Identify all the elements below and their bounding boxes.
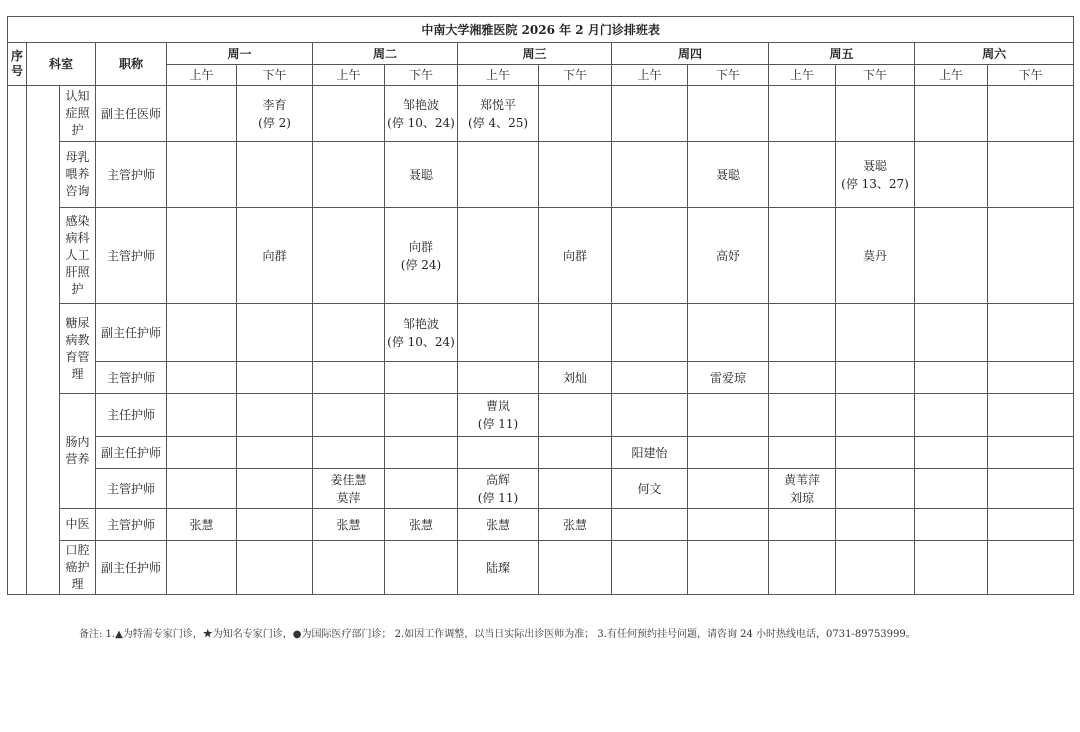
slot-cell — [688, 304, 769, 362]
slot-cell — [769, 142, 836, 208]
dept-cell: 中医 — [60, 509, 96, 541]
slot-cell — [836, 86, 915, 142]
slot-cell — [612, 86, 688, 142]
slot-cell — [915, 208, 988, 304]
rank-cell: 副主任护师 — [96, 437, 167, 469]
slot-cell — [385, 362, 458, 394]
clinician-note: (停 10、24) — [387, 115, 455, 130]
slot-cell — [385, 509, 458, 541]
clinician-name: 邹艳波 — [402, 97, 439, 112]
header-am: 上午 — [313, 65, 385, 86]
clinician-note: (停 10、24) — [387, 334, 455, 349]
slot-cell — [539, 509, 612, 541]
clinician-name: 陆璨 — [485, 560, 510, 575]
slot-cell — [167, 509, 237, 541]
header-seq-label: 序号 — [11, 48, 24, 78]
slot-cell — [237, 142, 313, 208]
header-pm: 下午 — [836, 65, 915, 86]
rank-cell: 副主任护师 — [96, 304, 167, 362]
slot-cell — [915, 304, 988, 362]
schedule-sheet — [7, 16, 1073, 640]
slot-cell — [915, 394, 988, 437]
rank-cell: 主管护师 — [96, 509, 167, 541]
header-seq — [8, 43, 27, 86]
clinician-name: 刘灿 — [562, 370, 587, 385]
header-am: 上午 — [612, 65, 688, 86]
slot-cell — [612, 304, 688, 362]
clinician-name: 曹岚 — [485, 399, 510, 413]
slot-cell — [385, 142, 458, 208]
clinician-name: 向群 — [562, 248, 587, 263]
page-title: 中南大学湘雅医院 2026 年 2 月门诊排班表 — [8, 17, 1074, 43]
slot-cell — [237, 394, 313, 437]
dept-cell: 母乳喂养咨询 — [60, 142, 96, 208]
header-ampm-row — [8, 65, 1074, 86]
table-row — [8, 509, 1074, 541]
header-day-tue: 周二 — [313, 43, 458, 65]
slot-cell — [769, 437, 836, 469]
slot-cell — [458, 541, 539, 595]
slot-cell — [385, 394, 458, 437]
slot-cell — [612, 509, 688, 541]
slot-cell — [458, 469, 539, 509]
dept-cell: 糖尿病教育管理 — [60, 304, 96, 394]
slot-cell — [769, 394, 836, 437]
table-row — [8, 541, 1074, 595]
header-day-thu: 周四 — [612, 43, 769, 65]
clinician-name: 张慧 — [336, 517, 361, 532]
slot-cell — [237, 541, 313, 595]
slot-cell — [539, 437, 612, 469]
slot-cell — [539, 394, 612, 437]
slot-cell — [769, 86, 836, 142]
slot-cell — [313, 142, 385, 208]
table-row — [8, 437, 1074, 469]
slot-cell — [237, 86, 313, 142]
slot-cell — [915, 362, 988, 394]
slot-cell — [915, 142, 988, 208]
header-pm: 下午 — [539, 65, 612, 86]
slot-cell — [167, 304, 237, 362]
clinician-name: 高辉 — [485, 472, 510, 487]
slot-cell — [988, 394, 1074, 437]
slot-cell — [458, 394, 539, 437]
slot-cell — [836, 208, 915, 304]
clinician-name: 向群 — [262, 248, 287, 263]
slot-cell — [769, 509, 836, 541]
dept-cell: 认知症照护 — [60, 86, 96, 142]
rank-cell: 副主任医师 — [96, 86, 167, 142]
slot-cell — [915, 509, 988, 541]
slot-cell — [988, 86, 1074, 142]
table-row — [8, 86, 1074, 142]
clinician-name: 聂聪 — [862, 158, 887, 173]
rank-cell: 主管护师 — [96, 469, 167, 509]
slot-cell — [385, 469, 458, 509]
clinician-name: 阳建怡 — [631, 445, 668, 460]
seq-cell — [8, 86, 27, 595]
slot-cell — [915, 86, 988, 142]
clinician-name: 雷爱琼 — [709, 370, 746, 385]
rank-cell: 副主任护师 — [96, 541, 167, 595]
slot-cell — [385, 304, 458, 362]
slot-cell — [688, 509, 769, 541]
slot-cell — [167, 362, 237, 394]
header-am: 上午 — [167, 65, 237, 86]
clinician-note: (停 13、27) — [841, 176, 909, 191]
table-row — [8, 469, 1074, 509]
rank-cell: 主任护师 — [96, 394, 167, 437]
slot-cell — [612, 208, 688, 304]
slot-cell — [988, 362, 1074, 394]
slot-cell — [458, 86, 539, 142]
slot-cell — [167, 437, 237, 469]
header-pm: 下午 — [988, 65, 1074, 86]
slot-cell — [988, 509, 1074, 541]
slot-cell — [313, 304, 385, 362]
table-row — [8, 142, 1074, 208]
slot-cell — [612, 437, 688, 469]
slot-cell — [988, 304, 1074, 362]
clinician-note: (停 11) — [477, 417, 519, 431]
clinician-name: 姜佳慧 — [330, 472, 367, 487]
slot-cell — [539, 541, 612, 595]
slot-cell — [167, 208, 237, 304]
slot-cell — [688, 541, 769, 595]
table-row — [8, 304, 1074, 362]
rank-cell: 主管护师 — [96, 142, 167, 208]
clinician-note: (停 11) — [477, 490, 519, 505]
header-dept: 科室 — [27, 43, 96, 86]
clinician-name: 张慧 — [485, 517, 510, 532]
slot-cell — [988, 437, 1074, 469]
header-am: 上午 — [769, 65, 836, 86]
slot-cell — [769, 304, 836, 362]
slot-cell — [237, 437, 313, 469]
dept-cell: 口腔癌护理 — [60, 541, 96, 595]
table-row — [8, 208, 1074, 304]
rank-cell: 主管护师 — [96, 208, 167, 304]
header-pm: 下午 — [688, 65, 769, 86]
clinician-name: 郑悦平 — [479, 97, 516, 112]
clinician-name: 莫丹 — [862, 248, 887, 263]
slot-cell — [167, 86, 237, 142]
slot-cell — [167, 469, 237, 509]
header-am: 上午 — [915, 65, 988, 86]
slot-cell — [385, 541, 458, 595]
slot-cell — [688, 437, 769, 469]
header-pm: 下午 — [385, 65, 458, 86]
clinician-note: (停 4、25) — [467, 115, 529, 130]
slot-cell — [769, 362, 836, 394]
slot-cell — [612, 541, 688, 595]
clinician-name: 李育 — [262, 97, 287, 112]
slot-cell — [836, 362, 915, 394]
slot-cell — [688, 208, 769, 304]
footnote: 备注: 1.▲为特需专家门诊，★为知名专家门诊，●为国际医疗部门诊； 2.如因工作调整，以当日实际出诊医师为准； 3.有任何预约挂号问题，请咨询 24 小时热线电话，0731-89753999。 — [79, 629, 916, 640]
slot-cell — [988, 469, 1074, 509]
slot-cell — [458, 208, 539, 304]
clinician-name: 聂聪 — [408, 167, 433, 182]
dept-cell: 肠内营养 — [60, 394, 96, 509]
group-cell — [27, 86, 60, 595]
clinician-name: 张慧 — [189, 517, 214, 532]
dept-cell: 感染病科人工肝照护 — [60, 208, 96, 304]
slot-cell — [458, 437, 539, 469]
slot-cell — [237, 304, 313, 362]
rank-cell: 主管护师 — [96, 362, 167, 394]
clinician-note: (停 2) — [258, 115, 291, 130]
slot-cell — [915, 437, 988, 469]
clinician-name: 邹艳波 — [402, 316, 439, 331]
slot-cell — [167, 142, 237, 208]
schedule-table — [7, 16, 1074, 595]
clinician-name: 何文 — [637, 481, 662, 496]
header-pm: 下午 — [237, 65, 313, 86]
table-row — [8, 362, 1074, 394]
slot-cell — [836, 541, 915, 595]
slot-cell — [915, 541, 988, 595]
slot-cell — [385, 208, 458, 304]
slot-cell — [313, 362, 385, 394]
slot-cell — [385, 86, 458, 142]
slot-cell — [458, 304, 539, 362]
slot-cell — [769, 469, 836, 509]
clinician-name: 向群 — [408, 239, 433, 254]
slot-cell — [539, 304, 612, 362]
slot-cell — [988, 208, 1074, 304]
slot-cell — [539, 208, 612, 304]
slot-cell — [915, 469, 988, 509]
slot-cell — [539, 86, 612, 142]
slot-cell — [313, 541, 385, 595]
slot-cell — [836, 437, 915, 469]
header-rank: 职称 — [96, 43, 167, 86]
header-day-mon: 周一 — [167, 43, 313, 65]
slot-cell — [836, 394, 915, 437]
slot-cell — [688, 394, 769, 437]
slot-cell — [237, 362, 313, 394]
slot-cell — [313, 469, 385, 509]
clinician-name: 张慧 — [562, 517, 587, 532]
slot-cell — [769, 541, 836, 595]
clinician-note: 莫萍 — [336, 490, 361, 505]
slot-cell — [612, 142, 688, 208]
slot-cell — [612, 469, 688, 509]
slot-cell — [313, 437, 385, 469]
slot-cell — [836, 304, 915, 362]
slot-cell — [836, 509, 915, 541]
clinician-name: 黄苇萍 — [783, 472, 820, 487]
slot-cell — [688, 469, 769, 509]
slot-cell — [313, 394, 385, 437]
table-row — [8, 394, 1074, 437]
clinician-name: 张慧 — [408, 517, 433, 532]
clinician-note: (停 24) — [400, 257, 442, 272]
slot-cell — [688, 142, 769, 208]
slot-cell — [237, 469, 313, 509]
slot-cell — [539, 469, 612, 509]
slot-cell — [539, 362, 612, 394]
slot-cell — [612, 362, 688, 394]
slot-cell — [458, 362, 539, 394]
header-day-sat: 周六 — [915, 43, 1074, 65]
slot-cell — [385, 437, 458, 469]
clinician-name: 聂聪 — [715, 167, 740, 182]
header-day-wed: 周三 — [458, 43, 612, 65]
slot-cell — [612, 394, 688, 437]
slot-cell — [988, 541, 1074, 595]
slot-cell — [769, 208, 836, 304]
header-day-fri: 周五 — [769, 43, 915, 65]
slot-cell — [836, 469, 915, 509]
slot-cell — [167, 394, 237, 437]
slot-cell — [313, 208, 385, 304]
slot-cell — [836, 142, 915, 208]
clinician-note: 刘琼 — [789, 490, 814, 505]
header-am: 上午 — [458, 65, 539, 86]
slot-cell — [237, 208, 313, 304]
clinician-name: 高妤 — [715, 248, 740, 263]
slot-cell — [539, 142, 612, 208]
slot-cell — [688, 362, 769, 394]
slot-cell — [167, 541, 237, 595]
slot-cell — [988, 142, 1074, 208]
slot-cell — [313, 86, 385, 142]
slot-cell — [458, 142, 539, 208]
slot-cell — [313, 509, 385, 541]
slot-cell — [237, 509, 313, 541]
slot-cell — [458, 509, 539, 541]
slot-cell — [688, 86, 769, 142]
